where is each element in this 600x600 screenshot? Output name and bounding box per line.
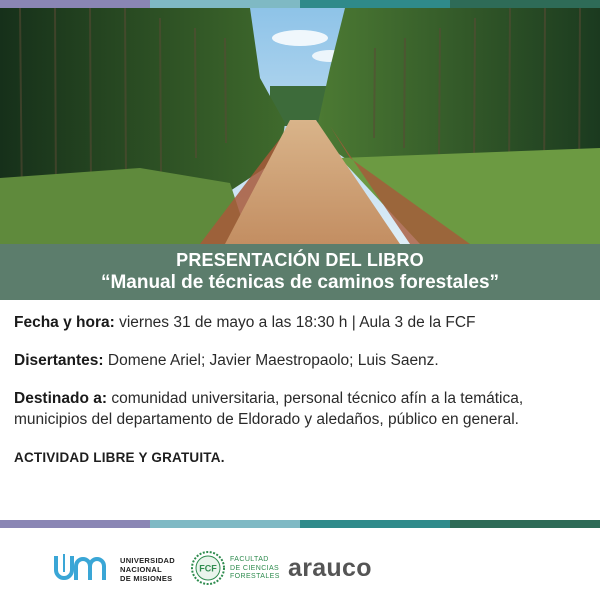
arauco-logo: arauco [288,554,372,582]
stripe-segment [0,520,150,528]
date-line [14,312,594,333]
speakers-line [14,350,594,371]
event-details [14,312,594,468]
unam-line: DE MISIONES [120,574,173,583]
stripe-segment [150,520,300,528]
fcf-seal-icon [190,550,226,586]
stripe-segment [0,0,150,8]
forest-road-photo [0,8,600,244]
bottom-color-stripe [0,520,600,528]
free-activity-note: ACTIVIDAD LIBRE Y GRATUITA. [14,450,225,465]
speakers-label: Disertantes: [14,352,104,369]
banner-title: PRESENTACIÓN DEL LIBRO [176,250,424,270]
sponsor-logos [0,546,600,590]
stripe-segment [150,0,300,8]
cloud [272,30,328,46]
title-banner [0,244,600,300]
unam-line: UNIVERSIDAD [120,556,175,565]
date-label: Fecha y hora: [14,314,115,331]
fcf-wordmark [230,556,280,582]
unam-wordmark [120,556,175,583]
unam-line: NACIONAL [120,565,162,574]
fcf-line: FORESTALES [230,573,280,580]
stripe-segment [300,520,450,528]
audience-value: comunidad universitaria, personal técnico afín a la temática, municipios del departamento de Eldorado y aledaños, público en general. [14,390,524,428]
unam-logo-icon [52,552,112,584]
stripe-segment [450,520,600,528]
audience-line [14,388,594,430]
fcf-line: DE CIENCIAS [230,564,280,572]
audience-label: Destinado a: [14,390,108,407]
stripe-segment [450,0,600,8]
fcf-line: FACULTAD [230,556,269,563]
top-color-stripe [0,0,600,8]
book-title: “Manual de técnicas de caminos forestales” [100,272,500,293]
speakers-value: Domene Ariel; Javier Maestropaolo; Luis Saenz. [103,352,439,369]
date-value: viernes 31 de mayo a las 18:30 h | Aula 3 de la FCF [114,314,476,331]
stripe-segment [300,0,450,8]
fcf-badge-text: FCF [199,563,217,574]
